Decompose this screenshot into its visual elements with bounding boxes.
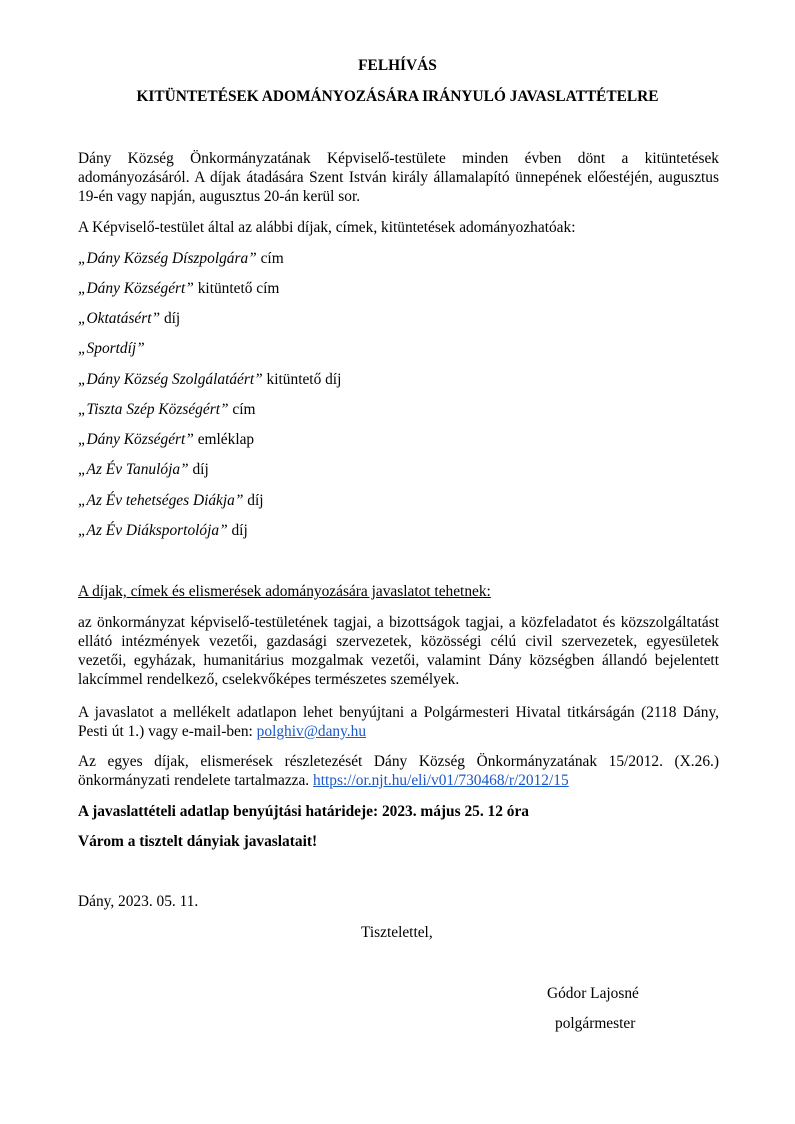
award-item: [78, 339, 145, 358]
regulation-paragraph: [78, 752, 719, 790]
awards-intro: A Képviselő-testület által az alábbi díjak, címek, kitüntetések adományozhatóak:: [78, 219, 576, 236]
intro-paragraph: Dány Község Önkormányzatának Képviselő-testülete minden évben dönt a kitüntetések adományozásáról. A díjak átadására Szent István király államalapító ünnepének előestéjén, augusztus 19-én vagy napján, augusztus 20-án kerül sor.: [78, 150, 719, 205]
award-suffix: díj: [188, 461, 209, 478]
proposers-paragraph: az önkormányzat képviselő-testületének tagjai, a bizottságok tagjai, a közfeladatot és közszolgáltatást ellátó intézmények vezetői, gazdasági szervezetek, közösségi célú civil szervezetek, egyesületek vezetői, egyházak, humanitárius mozgalmak vezetői, valamint Dány községben állandó bejelentett lakcímmel rendelkező, cselekvőképes természetes személyek.: [78, 614, 719, 688]
greeting: Tisztelettel,: [361, 924, 433, 941]
place-date: Dány, 2023. 05. 11.: [78, 893, 199, 910]
regulation-text: Az egyes díjak, elismerések részletezését Dány Község Önkormányzatának 15/2012. (X.26.) önkormányzati rendelete tartalmazza.: [78, 753, 719, 789]
closing-call: Várom a tisztelt dányiak javaslatait!: [78, 833, 318, 850]
deadline-notice: A javaslattételi adatlap benyújtási határideje: 2023. május 25. 12 óra: [78, 803, 530, 820]
award-suffix: díj: [227, 522, 248, 539]
award-name: „Dány Község Szolgálatáért”: [78, 371, 263, 388]
award-item: [78, 400, 255, 419]
award-suffix: kitüntető cím: [193, 280, 280, 297]
award-name: „Oktatásért”: [78, 310, 161, 327]
submission-text: A javaslatot a mellékelt adatlapon lehet benyújtani a Polgármesteri Hivatal titkárságán (2118 Dány, Pesti út 1.) vagy e-mail-ben:: [78, 704, 719, 740]
award-suffix: díj: [160, 310, 181, 327]
award-name: „Az Év Diáksportolója”: [78, 522, 228, 539]
award-name: „Dány Községért”: [78, 280, 194, 297]
award-item: [78, 309, 180, 328]
award-name: „Dány Község Díszpolgára”: [78, 250, 257, 267]
award-name: „Dány Községért”: [78, 431, 194, 448]
award-suffix: díj: [243, 492, 264, 509]
award-suffix: kitüntető díj: [262, 371, 342, 388]
award-name: „Az Év tehetséges Diákja”: [78, 492, 244, 509]
award-item: [78, 279, 279, 298]
document-title: FELHÍVÁS: [358, 57, 437, 74]
email-link[interactable]: polghiv@dany.hu: [256, 723, 367, 740]
award-item: [78, 460, 209, 479]
proposers-heading: A díjak, címek és elismerések adományozására javaslatot tehetnek:: [78, 583, 491, 600]
signatory-title: polgármester: [555, 1015, 636, 1032]
award-item: [78, 370, 341, 389]
signatory-name: Gódor Lajosné: [547, 985, 639, 1002]
document-subtitle: KITÜNTETÉSEK ADOMÁNYOZÁSÁRA IRÁNYULÓ JAVASLATTÉTELRE: [136, 88, 659, 105]
award-item: [78, 491, 264, 510]
award-suffix: emléklap: [193, 431, 255, 448]
award-item: [78, 521, 248, 540]
award-name: „Sportdíj”: [78, 340, 145, 357]
award-item: [78, 249, 284, 268]
award-suffix: cím: [256, 250, 284, 267]
regulation-link[interactable]: https://or.njt.hu/eli/v01/730468/r/2012/15: [313, 772, 569, 789]
award-suffix: cím: [228, 401, 256, 418]
award-name: „Tiszta Szép Községért”: [78, 401, 229, 418]
award-name: „Az Év Tanulója”: [78, 461, 189, 478]
award-item: [78, 430, 254, 449]
submission-paragraph: [78, 703, 719, 741]
